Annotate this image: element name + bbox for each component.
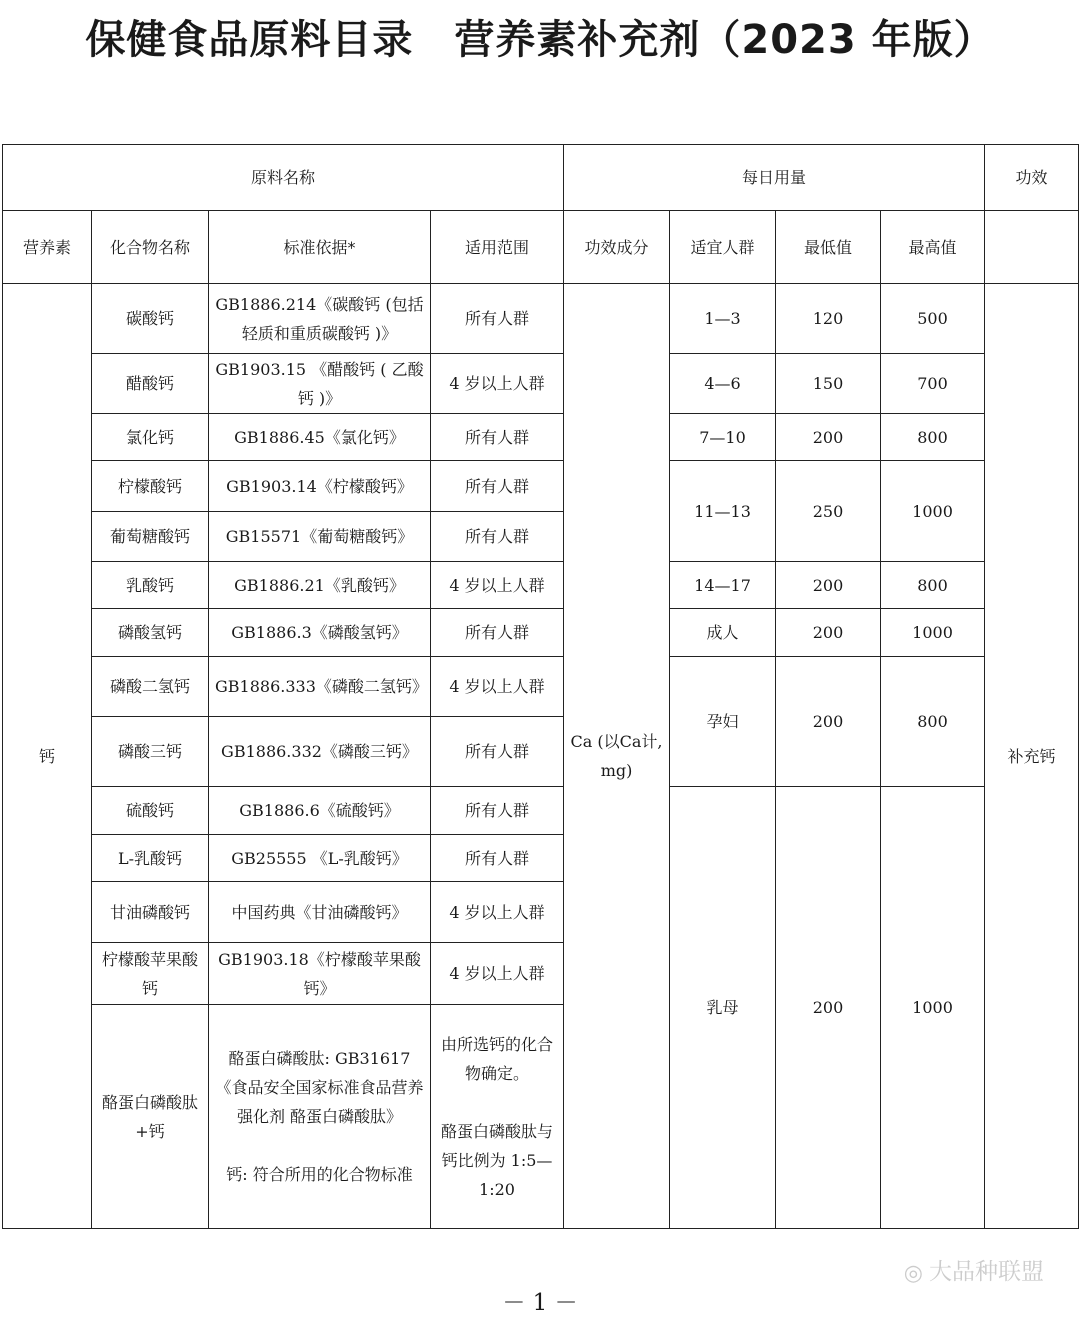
compound-standard: GB1903.15 《醋酸钙 ( 乙酸钙 )》 — [209, 354, 431, 414]
compound-standard: GB1886.333《磷酸二氢钙》 — [209, 657, 431, 717]
compound-name: 乳酸钙 — [92, 562, 209, 609]
compound-scope: 4 岁以上人群 — [431, 882, 564, 943]
table-row — [3, 461, 1079, 512]
compound-scope: 所有人群 — [431, 787, 564, 835]
compound-standard: 中国药典《甘油磷酸钙》 — [209, 882, 431, 943]
header-group-row — [3, 145, 1079, 211]
table-row — [3, 414, 1079, 461]
header-material-name: 原料名称 — [3, 145, 564, 211]
dose-min: 200 — [776, 562, 881, 609]
header-population: 适宜人群 — [670, 211, 776, 284]
compound-standard: GB1886.214《碳酸钙 (包括轻质和重质碳酸钙 )》 — [209, 284, 431, 354]
table-row — [3, 562, 1079, 609]
compound-name: 磷酸二氢钙 — [92, 657, 209, 717]
compound-name: 碳酸钙 — [92, 284, 209, 354]
dose-max: 800 — [881, 562, 985, 609]
dose-max: 1000 — [881, 609, 985, 657]
scope-text: 由所选钙的化合物确定。 — [441, 1034, 554, 1083]
compound-standard: GB1886.3《磷酸氢钙》 — [209, 609, 431, 657]
dose-max: 1000 — [881, 787, 985, 1229]
dose-max: 700 — [881, 354, 985, 414]
table-row — [3, 609, 1079, 657]
nutrient-cell: 钙 — [3, 284, 92, 1229]
nutrient-catalog-table — [2, 144, 1079, 1229]
wechat-icon: ◎ — [903, 1261, 923, 1286]
header-daily-dose: 每日用量 — [564, 145, 985, 211]
dose-population: 14—17 — [670, 562, 776, 609]
dose-min: 150 — [776, 354, 881, 414]
compound-scope: 所有人群 — [431, 512, 564, 562]
compound-standard: GB1886.45《氯化钙》 — [209, 414, 431, 461]
watermark-text: 大品种联盟 — [929, 1259, 1044, 1285]
compound-standard: GB1886.6《硫酸钙》 — [209, 787, 431, 835]
standard-text: 酪蛋白磷酸肽: GB31617《食品安全国家标准食品营养强化剂 酪蛋白磷酸肽》 — [215, 1049, 424, 1126]
dose-population: 7—10 — [670, 414, 776, 461]
header-effect: 功效 — [985, 145, 1079, 211]
compound-standard: GB1886.332《磷酸三钙》 — [209, 717, 431, 787]
header-compound: 化合物名称 — [92, 211, 209, 284]
dose-min: 250 — [776, 461, 881, 562]
table-row — [3, 354, 1079, 414]
compound-scope: 4 岁以上人群 — [431, 562, 564, 609]
dose-max: 800 — [881, 414, 985, 461]
dose-population: 11—13 — [670, 461, 776, 562]
compound-standard: GB1903.18《柠檬酸苹果酸钙》 — [209, 943, 431, 1005]
dose-max: 1000 — [881, 461, 985, 562]
compound-standard — [209, 1005, 431, 1229]
compound-scope: 4 岁以上人群 — [431, 354, 564, 414]
compound-scope — [431, 1005, 564, 1229]
component-cell: Ca (以Ca计, mg) — [564, 284, 670, 1229]
compound-name: 葡萄糖酸钙 — [92, 512, 209, 562]
header-component: 功效成分 — [564, 211, 670, 284]
effect-cell: 补充钙 — [985, 284, 1079, 1229]
compound-name: 醋酸钙 — [92, 354, 209, 414]
compound-name: 氯化钙 — [92, 414, 209, 461]
document-title: 保健食品原料目录 营养素补充剂（2023 年版） — [85, 17, 995, 63]
header-standard: 标准依据* — [209, 211, 431, 284]
header-column-row — [3, 211, 1079, 284]
compound-scope: 所有人群 — [431, 284, 564, 354]
compound-scope: 所有人群 — [431, 461, 564, 512]
compound-name: 酪蛋白磷酸肽+钙 — [92, 1005, 209, 1229]
table-row — [3, 787, 1079, 835]
standard-note: 钙: 符合所用的化合物标准 — [226, 1165, 413, 1184]
dose-population: 4—6 — [670, 354, 776, 414]
compound-scope: 所有人群 — [431, 609, 564, 657]
compound-name: 甘油磷酸钙 — [92, 882, 209, 943]
compound-scope: 所有人群 — [431, 717, 564, 787]
dose-min: 120 — [776, 284, 881, 354]
dose-population: 成人 — [670, 609, 776, 657]
compound-scope: 4 岁以上人群 — [431, 943, 564, 1005]
table-row — [3, 657, 1079, 717]
dose-min: 200 — [776, 657, 881, 787]
compound-name: 柠檬酸苹果酸钙 — [92, 943, 209, 1005]
header-max: 最高值 — [881, 211, 985, 284]
header-scope: 适用范围 — [431, 211, 564, 284]
compound-standard: GB1903.14《柠檬酸钙》 — [209, 461, 431, 512]
dose-max: 500 — [881, 284, 985, 354]
compound-name: 柠檬酸钙 — [92, 461, 209, 512]
compound-name: L-乳酸钙 — [92, 835, 209, 882]
header-min: 最低值 — [776, 211, 881, 284]
header-nutrient: 营养素 — [3, 211, 92, 284]
scope-note: 酪蛋白磷酸肽与钙比例为 1:5—1:20 — [441, 1121, 554, 1199]
compound-name: 硫酸钙 — [92, 787, 209, 835]
source-watermark — [904, 1253, 1044, 1286]
compound-name: 磷酸三钙 — [92, 717, 209, 787]
dose-min: 200 — [776, 414, 881, 461]
compound-standard: GB25555 《L-乳酸钙》 — [209, 835, 431, 882]
dose-min: 200 — [776, 609, 881, 657]
compound-name: 磷酸氢钙 — [92, 609, 209, 657]
page-number: － 1 － — [502, 1290, 578, 1316]
dose-population: 孕妇 — [670, 657, 776, 787]
compound-scope: 所有人群 — [431, 835, 564, 882]
table-row — [3, 284, 1079, 354]
compound-scope: 所有人群 — [431, 414, 564, 461]
dose-min: 200 — [776, 787, 881, 1229]
dose-population: 1—3 — [670, 284, 776, 354]
compound-scope: 4 岁以上人群 — [431, 657, 564, 717]
compound-standard: GB1886.21《乳酸钙》 — [209, 562, 431, 609]
dose-max: 800 — [881, 657, 985, 787]
compound-standard: GB15571《葡萄糖酸钙》 — [209, 512, 431, 562]
header-effect-blank — [985, 211, 1079, 284]
dose-population: 乳母 — [670, 787, 776, 1229]
